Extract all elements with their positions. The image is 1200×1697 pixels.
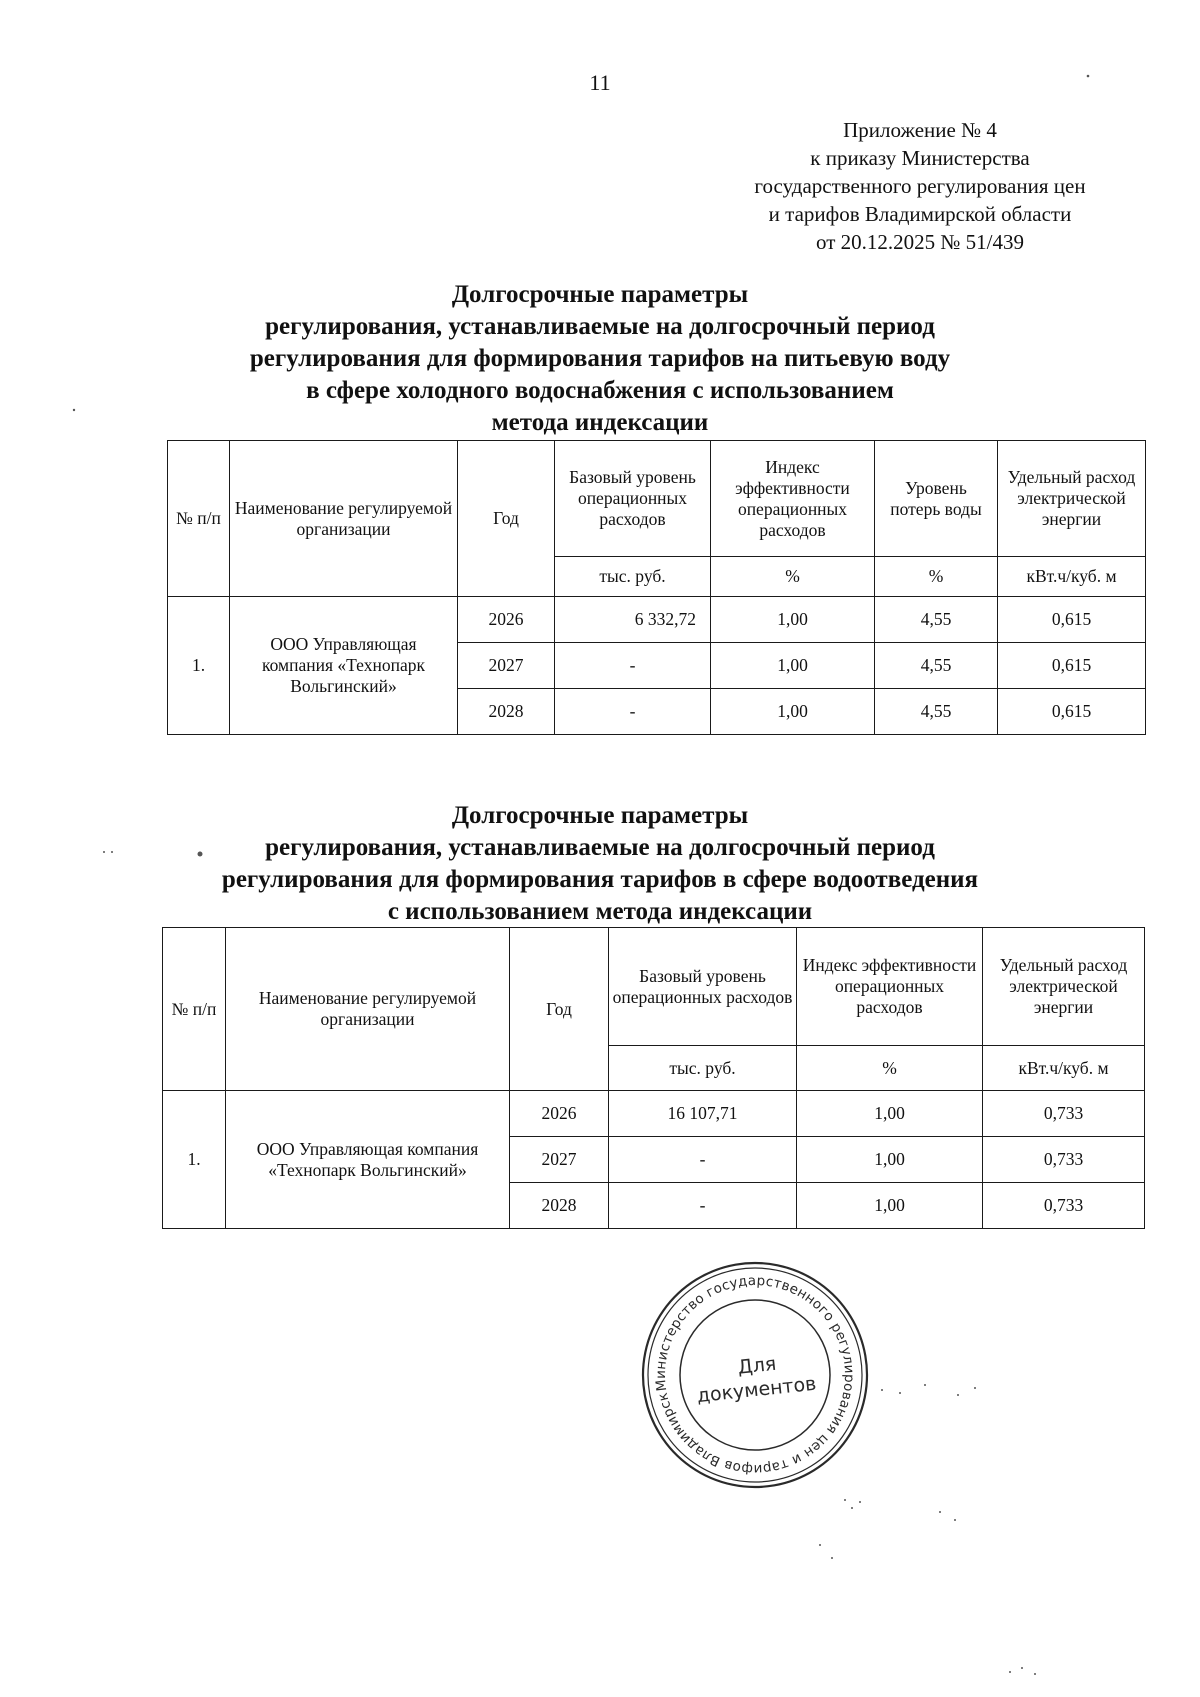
title-line: Долгосрочные параметры <box>451 281 749 308</box>
appendix-block <box>710 116 1130 256</box>
cell-energy-use: 0,615 <box>998 689 1146 735</box>
title-line: регулирования, устанавливаемые на долгосрочный период <box>265 313 935 340</box>
cell-energy-use: 0,615 <box>998 643 1146 689</box>
cell-year: 2028 <box>510 1183 609 1229</box>
section2-title <box>150 800 1050 928</box>
title-line: метода индексации <box>491 409 709 436</box>
org-name: ООО Управляющая компания «Технопарк Вольгинский» <box>226 1091 510 1229</box>
cell-efficiency-index: 1,00 <box>797 1183 983 1229</box>
appendix-line: государственного регулирования цен <box>754 174 1086 198</box>
cell-base-opex: - <box>609 1137 797 1183</box>
unit-energy-use: кВт.ч/куб. м <box>983 1046 1145 1091</box>
title-line: в сфере холодного водоснабжения с использованием <box>306 377 894 404</box>
table-row <box>168 597 1146 643</box>
title-line: Долгосрочные параметры <box>451 802 749 829</box>
row-number: 1. <box>168 597 230 735</box>
unit-efficiency-index: % <box>797 1046 983 1091</box>
unit-base-opex: тыс. руб. <box>609 1046 797 1091</box>
official-stamp <box>640 1260 870 1490</box>
section1-title <box>150 279 1050 439</box>
cell-base-opex: 16 107,71 <box>609 1091 797 1137</box>
header-num: № п/п <box>163 928 226 1091</box>
cell-efficiency-index: 1,00 <box>797 1137 983 1183</box>
cell-efficiency-index: 1,00 <box>797 1091 983 1137</box>
header-org: Наименование регулируемой организации <box>230 441 458 597</box>
appendix-line: и тарифов Владимирской области <box>768 202 1072 226</box>
cell-water-loss: 4,55 <box>875 643 998 689</box>
header-energy-use: Удельный расход электрической энергии <box>983 928 1145 1046</box>
cell-energy-use: 0,733 <box>983 1091 1145 1137</box>
cell-water-loss: 4,55 <box>875 689 998 735</box>
table-row <box>163 1091 1145 1137</box>
row-number: 1. <box>163 1091 226 1229</box>
cell-year: 2028 <box>458 689 555 735</box>
cell-year: 2027 <box>510 1137 609 1183</box>
cell-energy-use: 0,615 <box>998 597 1146 643</box>
cell-base-opex: - <box>555 689 711 735</box>
cell-efficiency-index: 1,00 <box>711 689 875 735</box>
unit-water-loss: % <box>875 557 998 597</box>
header-efficiency-index: Индекс эффективности операционных расходов <box>711 441 875 557</box>
cell-year: 2026 <box>458 597 555 643</box>
header-base-opex: Базовый уровень операционных расходов <box>555 441 711 557</box>
unit-efficiency-index: % <box>711 557 875 597</box>
header-efficiency-index: Индекс эффективности операционных расходов <box>797 928 983 1046</box>
cell-energy-use: 0,733 <box>983 1137 1145 1183</box>
cell-efficiency-index: 1,00 <box>711 643 875 689</box>
title-line: с использованием метода индексации <box>387 898 813 925</box>
cell-efficiency-index: 1,00 <box>711 597 875 643</box>
appendix-line: к приказу Министерства <box>810 146 1030 170</box>
org-name: ООО Управляющая компания «Технопарк Вольгинский» <box>230 597 458 735</box>
header-energy-use: Удельный расход электрической энергии <box>998 441 1146 557</box>
page-number: 11 <box>589 70 611 95</box>
unit-base-opex: тыс. руб. <box>555 557 711 597</box>
header-num: № п/п <box>168 441 230 597</box>
unit-energy-use: кВт.ч/куб. м <box>998 557 1146 597</box>
wastewater-params-table <box>162 927 1145 1229</box>
cell-base-opex: - <box>555 643 711 689</box>
header-year: Год <box>510 928 609 1091</box>
stamp-center-line: документов <box>695 1372 818 1408</box>
cell-energy-use: 0,733 <box>983 1183 1145 1229</box>
stamp-center-line: Для <box>736 1352 778 1379</box>
cell-base-opex: 6 332,72 <box>555 597 711 643</box>
title-line: регулирования для формирования тарифов на питьевую воду <box>249 345 951 372</box>
stamp-ring-text: Министерство государственного регулирования цен и тарифов Владимирской <box>652 1272 858 1478</box>
header-base-opex: Базовый уровень операционных расходов <box>609 928 797 1046</box>
appendix-line: Приложение № 4 <box>843 118 997 142</box>
header-org: Наименование регулируемой организации <box>226 928 510 1091</box>
cell-base-opex: - <box>609 1183 797 1229</box>
cell-year: 2027 <box>458 643 555 689</box>
cell-year: 2026 <box>510 1091 609 1137</box>
water-supply-params-table <box>167 440 1146 735</box>
title-line: регулирования, устанавливаемые на долгосрочный период <box>265 834 935 861</box>
header-year: Год <box>458 441 555 597</box>
header-water-loss: Уровень потерь воды <box>875 441 998 557</box>
title-line: регулирования для формирования тарифов в сфере водоотведения <box>221 866 979 893</box>
appendix-line: от 20.12.2025 № 51/439 <box>815 230 1025 254</box>
cell-water-loss: 4,55 <box>875 597 998 643</box>
